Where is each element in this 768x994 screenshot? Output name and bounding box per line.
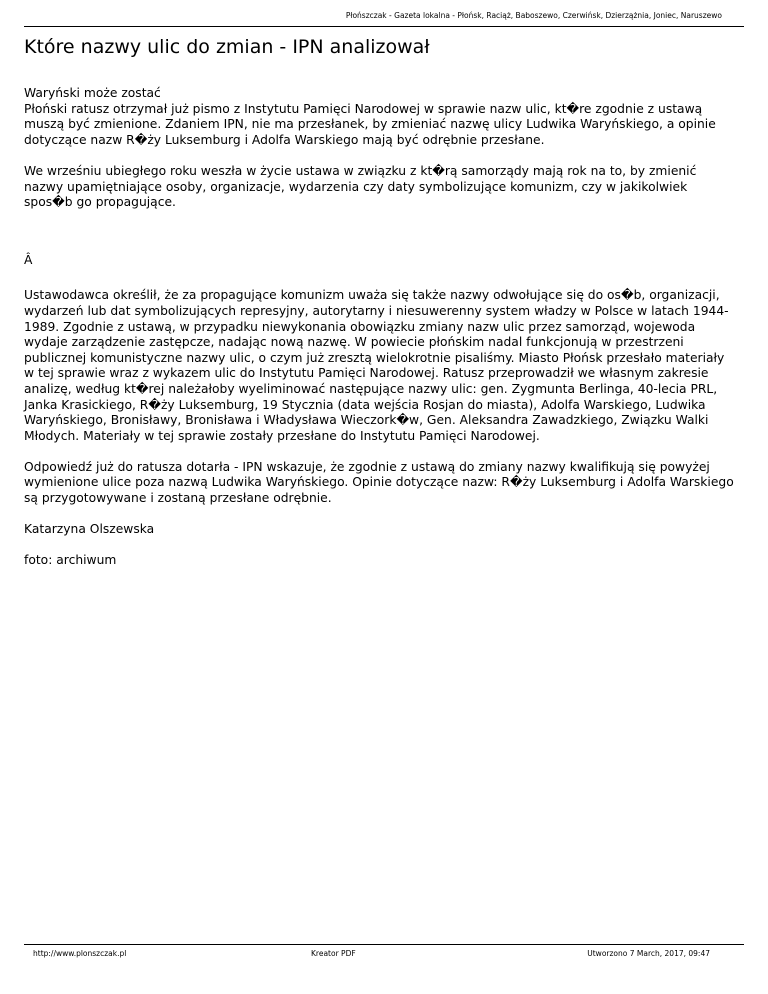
article-photo-credit: foto: archiwum [24, 553, 117, 568]
article-paragraph: Odpowiedź już do ratusza dotarła - IPN wskazuje, że zgodnie z ustawą do zmiany nazwy kwalifikują się powyżej wymienione ulice poza nazwą Ludwika Waryńskiego. Opinie dotyczące nazw: R�ży Luksemburg i Adolfa Warskiego są przygotowywane i zostaną przesłane odrębnie. [24, 459, 734, 506]
article-author: Katarzyna Olszewska [24, 522, 155, 537]
footer-url: http://www.plonszczak.pl [33, 949, 127, 958]
header-divider [24, 26, 744, 27]
article-paragraph-spacer: Â [24, 252, 33, 267]
article-title: Które nazwy ulic do zmian - IPN analizował [24, 36, 430, 58]
footer-generator: Kreator PDF [311, 949, 356, 958]
footer-divider [24, 944, 744, 945]
page-header-site-info: Płońszczak - Gazeta lokalna - Płońsk, Raciąż, Baboszewo, Czerwińsk, Dzierzążnia, Joniec, Naruszewo [345, 11, 722, 20]
article-body [24, 86, 738, 585]
article-paragraph: Ustawodawca określił, że za propagujące komunizm uważa się także nazwy odwołujące się do os�b, organizacji, wydarzeń lub dat symbolizujących represyjny, autorytarny i niesuwerenny system władzy w Polsce w latach 1944-1989. Zgodnie z ustawą, w przypadku niewykonania obowiązku zmiany nazw ulic przez samorząd, wojewoda wydaje zarządzenie zastępcze, nadając nową nazwę. W powiecie płońskim nadal funkcjonują w przestrzeni publicznej komunistyczne nazwy ulic, o czym już zresztą wielokrotnie pisaliśmy. Miasto Płońsk przesłało materiały w tej sprawie wraz z wykazem ulic do Instytutu Pamięci Narodowej. Ratusz przeprowadził we własnym zakresie analizę, według kt�rej należałoby wyeliminować następujące nazwy ulic: gen. Zygmunta Berlinga, 40-lecia PRL, Janka Krasickiego, R�ży Luksemburg, 19 Stycznia (data wejścia Rosjan do miasta), Adolfa Warskiego, Ludwika Waryńskiego, Bronisławy, Bronisława i Władysława Wieczork�w, Gen. Aleksandra Zawadzkiego, Związku Walki Młodych. Materiały w tej sprawie zostały przesłane do Instytutu Pamięci Narodowej. [24, 288, 729, 443]
article-paragraph: We wrześniu ubiegłego roku weszła w życie ustawa w związku z kt�rą samorządy mają rok na to, by zmienić nazwy upamiętniające osoby, organizacje, wydarzenia czy daty symbolizujące komunizm, czy w jakikolwiek spos�b go propagujące. [24, 163, 697, 210]
article-paragraph-lead: Waryński może zostać Płoński ratusz otrzymał już pismo z Instytutu Pamięci Narodowej w sprawie nazw ulic, kt�re zgodnie z ustawą muszą być zmienione. Zdaniem IPN, nie ma przesłanek, by zmieniać nazwę ulicy Ludwika Waryńskiego, a opinie dotyczące nazw R�ży Luksemburg i Adolfa Warskiego mają być odrębnie przesłane. [24, 86, 716, 147]
footer-created-date: Utworzono 7 March, 2017, 09:47 [587, 949, 710, 958]
